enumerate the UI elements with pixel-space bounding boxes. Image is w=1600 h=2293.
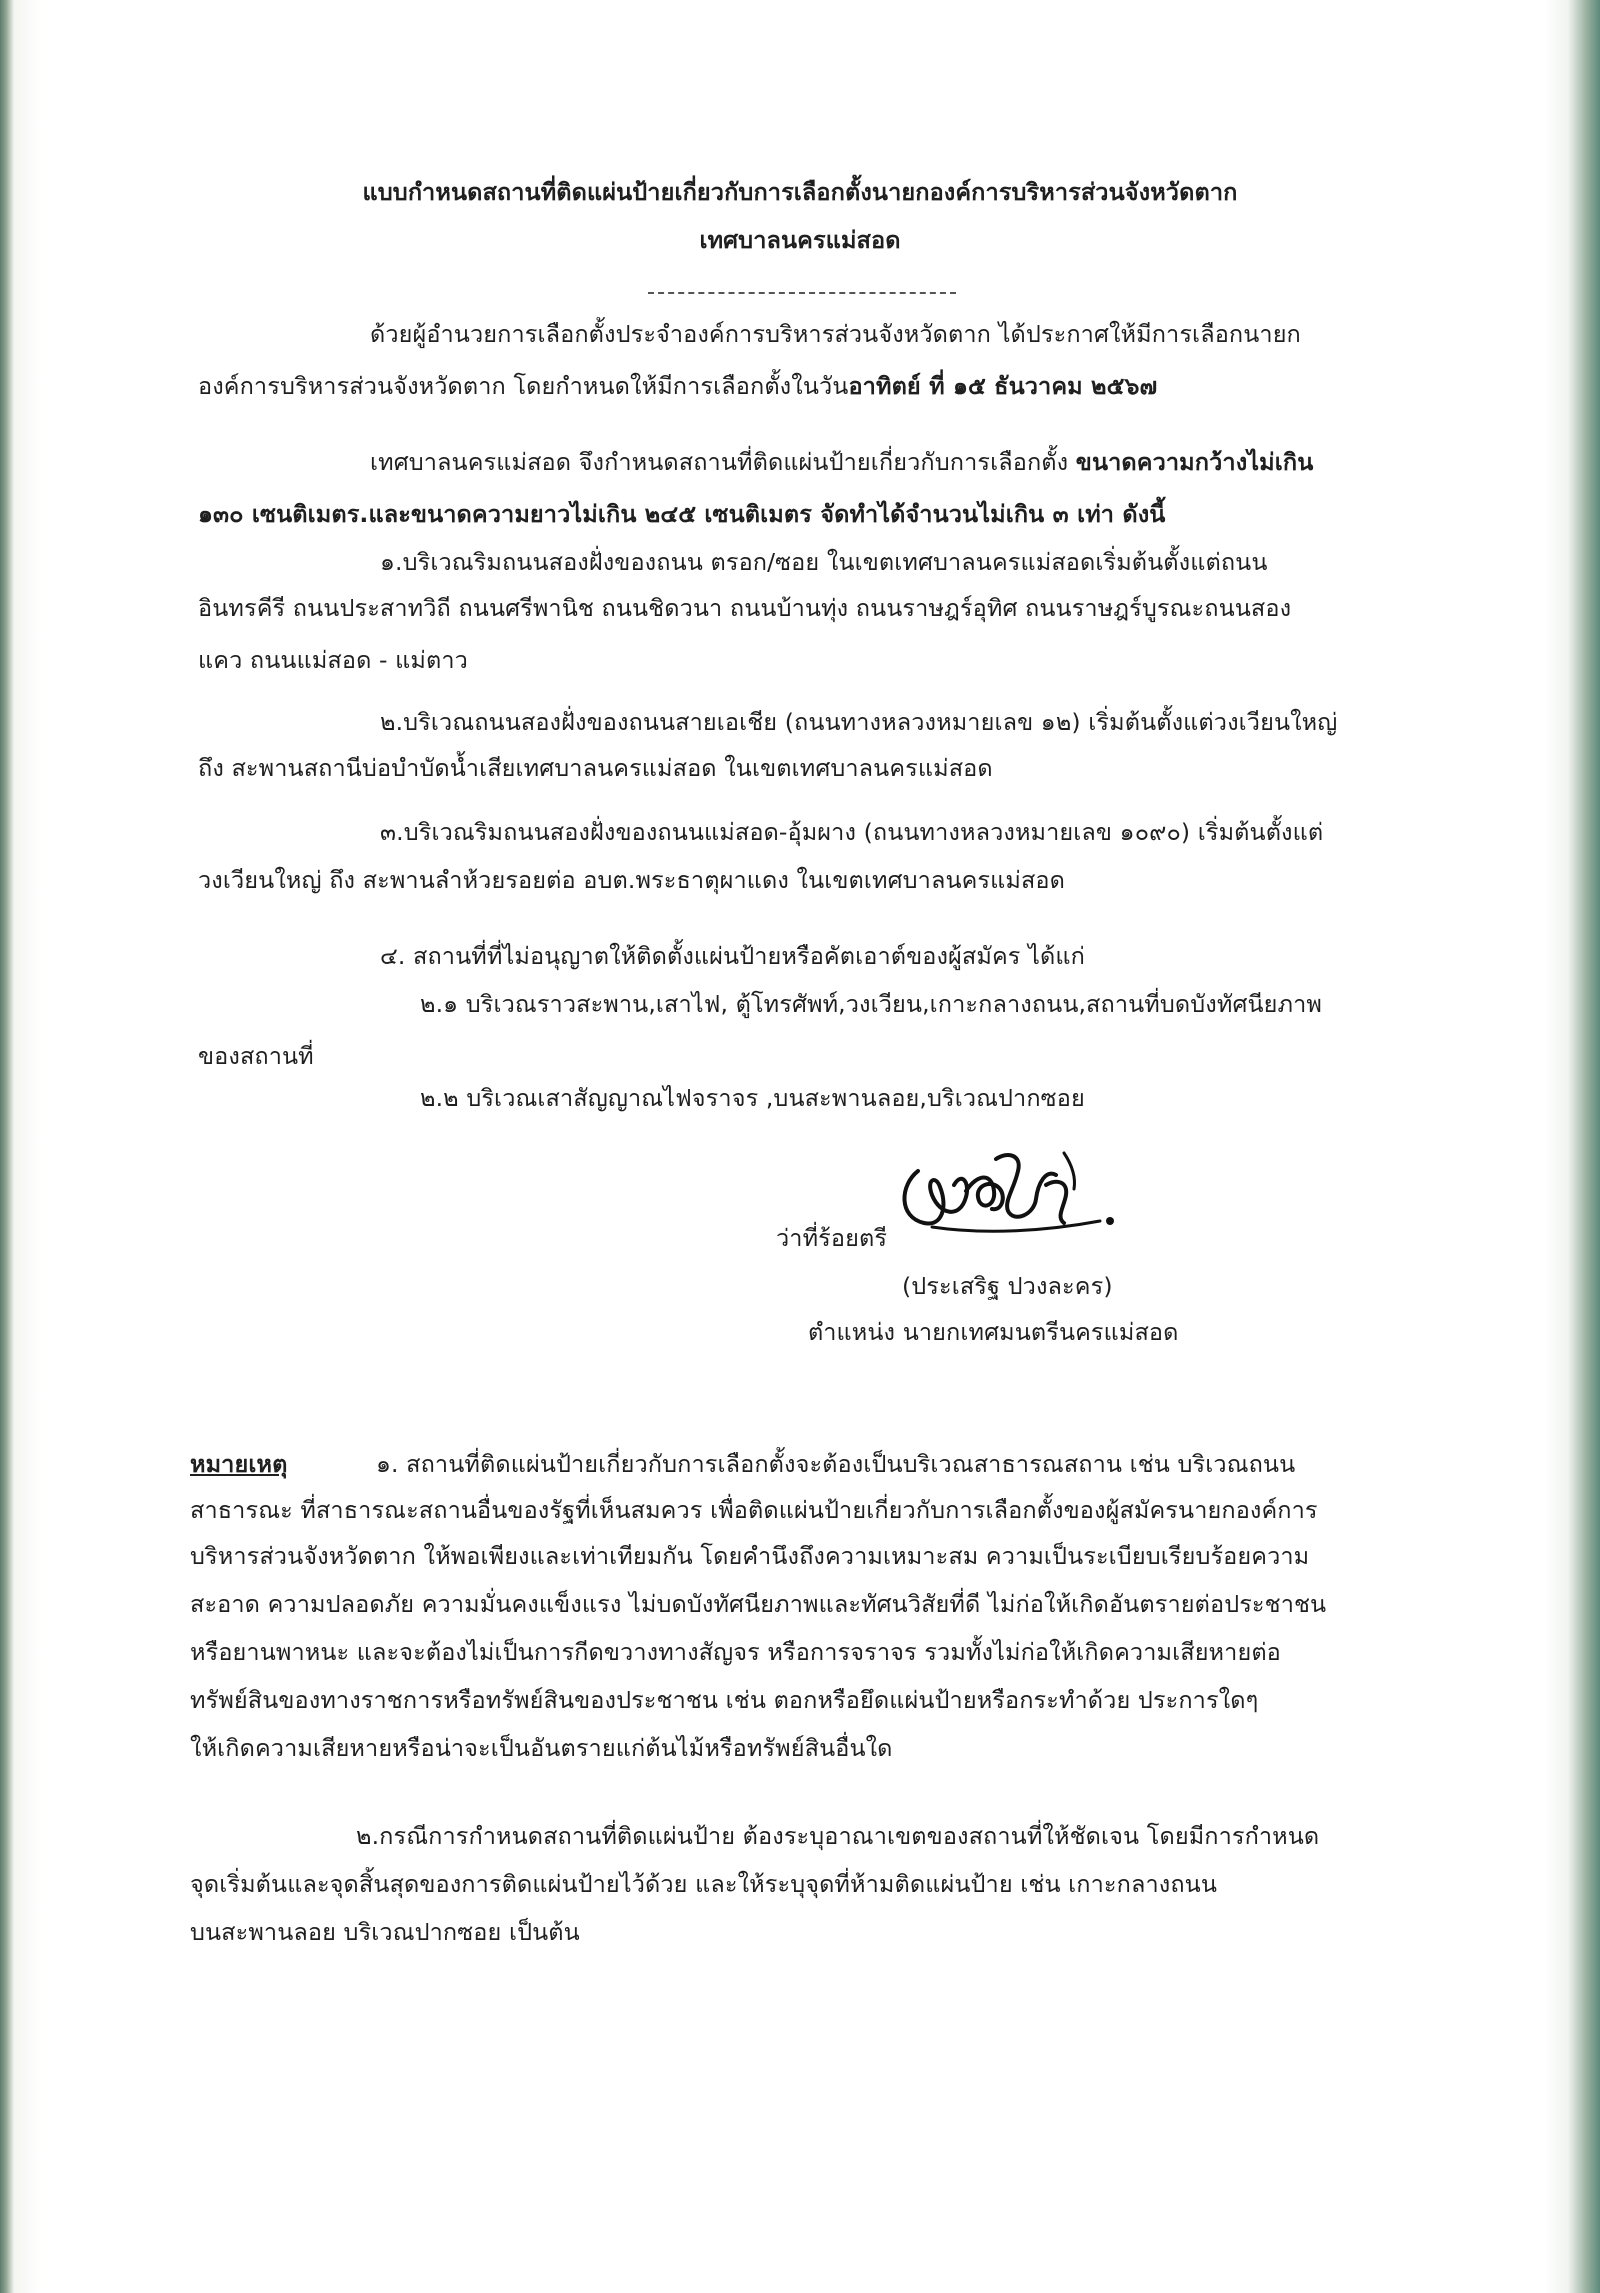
remark2-line-1: ๒.กรณีการกำหนดสถานที่ติดแผ่นป้าย ต้องระบุอาณาเขตของสถานที่ให้ชัดเจน โดยมีการกำหนด xyxy=(356,1822,1320,1850)
size-spec-line-2: ๑๓๐ เซนติเมตร.และขนาดความยาวไม่เกิน ๒๔๕ เซนติเมตร จัดทำได้จำนวนไม่เกิน ๓ เท่า ดังนี้ xyxy=(198,500,1166,528)
election-date: อาทิตย์ ที่ ๑๕ ธันวาคม ๒๕๖๗ xyxy=(848,372,1158,400)
document-title: แบบกำหนดสถานที่ติดแผ่นป้ายเกี่ยวกับการเลือกตั้งนายกองค์การบริหารส่วนจังหวัดตาก xyxy=(362,178,1238,206)
signatory-name: (ประเสริฐ ปวงละคร) xyxy=(902,1272,1113,1300)
item1-line-2: อินทรคีรี ถนนประสาทวิถี ถนนศรีพานิช ถนนชิดวนา ถนนบ้านทุ่ง ถนนราษฎร์อุทิศ ถนนราษฎร์บูรณะถนนสอง xyxy=(198,594,1292,622)
item4-sub1-line-2: ของสถานที่ xyxy=(198,1042,314,1070)
remark1-line-5: หรือยานพาหนะ และจะต้องไม่เป็นการกีดขวางทางสัญจร หรือการจราจร รวมทั้งไม่ก่อให้เกิดความเสียหายต่อ xyxy=(190,1638,1281,1666)
remark2-line-3: บนสะพานลอย บริเวณปากซอย เป็นต้น xyxy=(190,1918,580,1946)
item3-line-1: ๓.บริเวณริมถนนสองฝั่งของถนนแม่สอด-อุ้มผาง (ถนนทางหลวงหมายเลข ๑๐๙๐) เริ่มต้นตั้งแต่ xyxy=(380,818,1324,846)
size-spec-line-1: เทศบาลนครแม่สอด จึงกำหนดสถานที่ติดแผ่นป้ายเกี่ยวกับการเลือกตั้ง ขนาดความกว้างไม่เกิน xyxy=(370,448,1314,476)
item4-line-1: ๔. สถานที่ที่ไม่อนุญาตให้ติดตั้งแผ่นป้ายหรือคัตเอาต์ของผู้สมัคร ได้แก่ xyxy=(380,942,1085,970)
signatory-rank: ว่าที่ร้อยตรี xyxy=(776,1224,888,1252)
remark1-line-1: ๑. สถานที่ติดแผ่นป้ายเกี่ยวกับการเลือกตั้งจะต้องเป็นบริเวณสาธารณสถาน เช่น บริเวณถนน xyxy=(376,1450,1296,1478)
remark1-line-6: ทรัพย์สินของทางราชการหรือทรัพย์สินของประชาชน เช่น ตอกหรือยึดแผ่นป้ายหรือกระทำด้วย ประการใดๆ xyxy=(190,1686,1259,1714)
signatory-position: ตำแหน่ง นายกเทศมนตรีนครแม่สอด xyxy=(808,1318,1179,1346)
intro-line-1: ด้วยผู้อำนวยการเลือกตั้งประจำองค์การบริหารส่วนจังหวัดตาก ได้ประกาศให้มีการเลือกนายก xyxy=(370,320,1301,348)
item2-line-1: ๒.บริเวณถนนสองฝั่งของถนนสายเอเชีย (ถนนทางหลวงหมายเลข ๑๒) เริ่มต้นตั้งแต่วงเวียนใหญ่ xyxy=(380,708,1338,736)
title-divider xyxy=(648,292,956,294)
remark1-line-3: บริหารส่วนจังหวัดตาก ให้พอเพียงและเท่าเทียมกัน โดยคำนึงถึงความเหมาะสม ความเป็นระเบียบเรียบร้อยความ xyxy=(190,1542,1310,1570)
remark1-line-2: สาธารณะ ที่สาธารณะสถานอื่นของรัฐที่เห็นสมควร เพื่อติดแผ่นป้ายเกี่ยวกับการเลือกตั้งของผู้สมัครนายกองค์การ xyxy=(190,1496,1318,1524)
remarks-heading: หมายเหตุ xyxy=(190,1450,288,1478)
item1-line-3: แคว ถนนแม่สอด - แม่ตาว xyxy=(198,646,468,674)
item2-line-2: ถึง สะพานสถานีบ่อบำบัดน้ำเสียเทศบาลนครแม่สอด ในเขตเทศบาลนครแม่สอด xyxy=(198,754,993,782)
remark2-line-2: จุดเริ่มต้นและจุดสิ้นสุดของการติดแผ่นป้ายไว้ด้วย และให้ระบุจุดที่ห้ามติดแผ่นป้าย เช่น เกาะกลางถนน xyxy=(190,1870,1218,1898)
item4-sub1-line-1: ๒.๑ บริเวณราวสะพาน,เสาไฟ, ตู้โทรศัพท์,วงเวียน,เกาะกลางถนน,สถานที่บดบังทัศนียภาพ xyxy=(420,990,1322,1018)
remark1-line-4: สะอาด ความปลอดภัย ความมั่นคงแข็งแรง ไม่บดบังทัศนียภาพและทัศนวิสัยที่ดี ไม่ก่อให้เกิดอันตรายต่อประชาชน xyxy=(190,1590,1327,1618)
intro-line-2: องค์การบริหารส่วนจังหวัดตาก โดยกำหนดให้มีการเลือกตั้งในวันอาทิตย์ ที่ ๑๕ ธันวาคม ๒๕๖๗ xyxy=(198,372,1158,400)
item4-sub2: ๒.๒ บริเวณเสาสัญญาณไฟจราจร ,บนสะพานลอย,บริเวณปากซอย xyxy=(420,1084,1085,1112)
remark1-line-7: ให้เกิดความเสียหายหรือน่าจะเป็นอันตรายแก่ต้นไม้หรือทรัพย์สินอื่นใด xyxy=(190,1734,893,1762)
item3-line-2: วงเวียนใหญ่ ถึง สะพานลำห้วยรอยต่อ อบต.พระธาตุผาแดง ในเขตเทศบาลนครแม่สอด xyxy=(198,866,1066,894)
document-subtitle: เทศบาลนครแม่สอด xyxy=(699,226,901,254)
item1-line-1: ๑.บริเวณริมถนนสองฝั่งของถนน ตรอก/ซอย ในเขตเทศบาลนครแม่สอดเริ่มต้นตั้งแต่ถนน xyxy=(380,548,1268,576)
handwritten-signature xyxy=(896,1145,1122,1253)
